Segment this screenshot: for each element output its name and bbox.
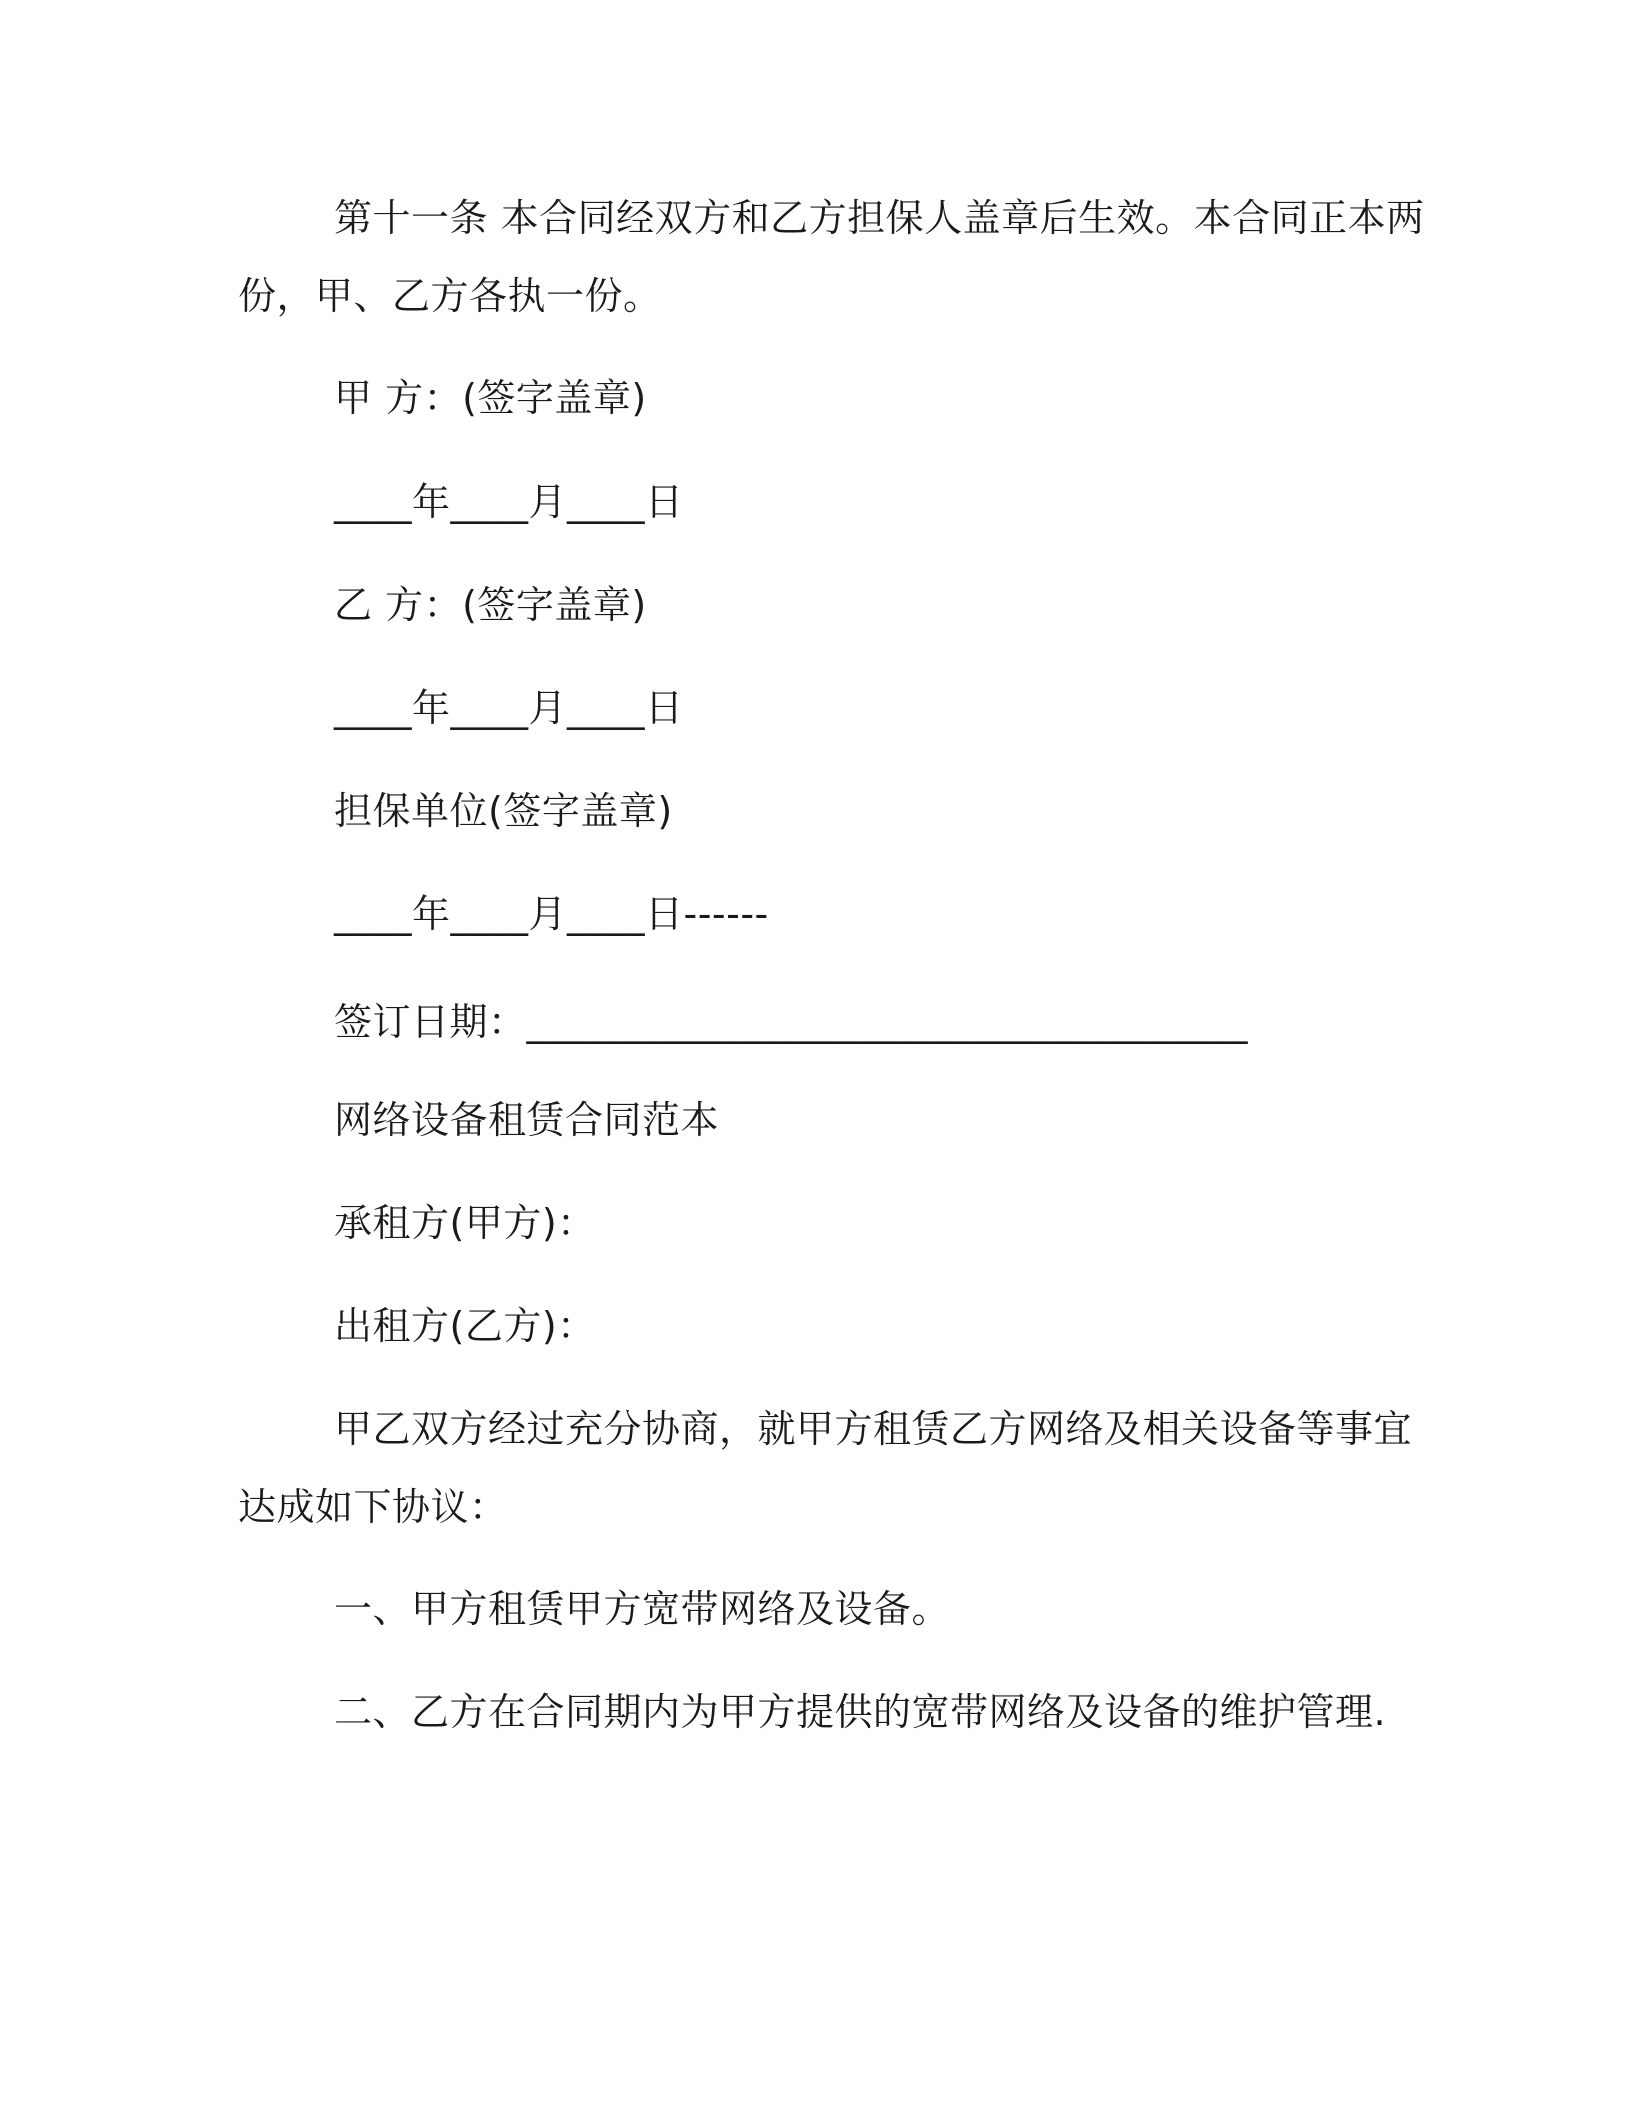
party-b-date: ____年____月____日 xyxy=(334,686,684,730)
guarantor-date: ____年____月____日------ xyxy=(334,892,769,936)
clause-11-line-2: 份，甲、乙方各执一份。 xyxy=(238,274,662,318)
lessee-line: 承租方(甲方)： xyxy=(334,1201,596,1245)
clause-11-line-1: 第十一条 本合同经双方和乙方担保人盖章后生效。本合同正本两 xyxy=(334,196,1425,240)
lessor-line: 出租方(乙方)： xyxy=(334,1304,596,1348)
party-a-signature: 甲 方：(签字盖章) xyxy=(334,376,647,420)
article-1: 一、甲方租赁甲方宽带网络及设备。 xyxy=(334,1587,951,1631)
contract-title: 网络设备租赁合同范本 xyxy=(334,1098,720,1142)
guarantor-signature: 担保单位(签字盖章) xyxy=(334,789,673,833)
article-2: 二、乙方在合同期内为甲方提供的宽带网络及设备的维护管理. xyxy=(334,1690,1387,1734)
preamble-line-1: 甲乙双方经过充分协商，就甲方租赁乙方网络及相关设备等事宜 xyxy=(334,1407,1413,1451)
preamble-line-2: 达成如下协议： xyxy=(238,1485,508,1529)
party-a-date: ____年____月____日 xyxy=(334,480,684,524)
party-b-signature: 乙 方：(签字盖章) xyxy=(334,583,647,627)
signing-date: 签订日期：_____________________________________ xyxy=(334,1000,1249,1044)
